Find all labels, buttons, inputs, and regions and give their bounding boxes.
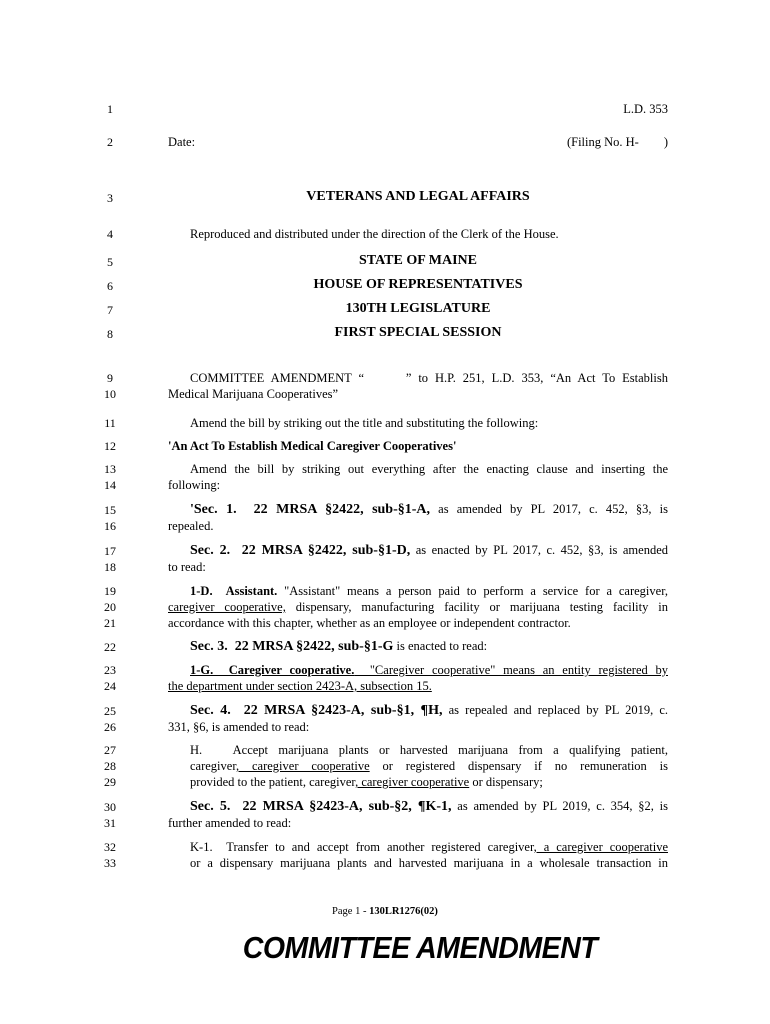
inserted-text: caregiver cooperative, xyxy=(168,600,286,614)
line-number: 4 xyxy=(107,227,113,241)
line-number: 17 xyxy=(104,544,116,558)
line-number: 29 xyxy=(104,775,116,789)
house-heading: HOUSE OF REPRESENTATIVES xyxy=(313,277,523,292)
line-number: 14 xyxy=(104,478,116,492)
line-number: 1 xyxy=(107,102,113,116)
body-text: caregiver xyxy=(190,759,236,773)
section-text: is enacted to read: xyxy=(393,639,488,653)
committee-name: VETERANS AND LEGAL AFFAIRS xyxy=(306,189,530,204)
filing-number: (Filing No. H- ) xyxy=(566,135,668,149)
legislature-heading: 130TH LEGISLATURE xyxy=(345,301,491,316)
line-number: 15 xyxy=(104,503,116,517)
section-line xyxy=(190,501,668,518)
body-text: K-1. Transfer to and accept from another registered caregiver xyxy=(190,840,534,854)
line-number: 28 xyxy=(104,759,116,773)
reproduced-notice: Reproduced and distributed under the direction of the Clerk of the House. xyxy=(190,227,559,241)
line-number: 21 xyxy=(104,616,116,630)
line-number: 24 xyxy=(104,679,116,693)
line-number: 31 xyxy=(104,816,116,830)
line-number: 2 xyxy=(107,135,113,149)
section-line xyxy=(190,542,668,559)
section-text: as enacted by PL 2017, c. 452, §3, is amended xyxy=(410,543,668,557)
line-number: 32 xyxy=(104,840,116,854)
definition-term: 1-G. Caregiver cooperative. xyxy=(190,663,355,677)
body-line: 331, §6, is amended to read: xyxy=(168,720,310,734)
body-line xyxy=(190,758,668,774)
line-number: 16 xyxy=(104,519,116,533)
line-number: 5 xyxy=(107,255,113,269)
new-bill-title: 'An Act To Establish Medical Caregiver Cooperatives' xyxy=(168,439,457,453)
body-line: accordance with this chapter, whether as an employee or independent contractor. xyxy=(168,616,571,630)
definition-term: 1-D. Assistant. xyxy=(190,584,278,598)
line-number: 9 xyxy=(107,371,113,385)
line-number: 13 xyxy=(104,462,116,476)
line-number: 20 xyxy=(104,600,116,614)
section-heading: Sec. 2. 22 MRSA §2422, sub-§1-D, xyxy=(190,543,411,558)
section-text: as amended by PL 2017, c. 452, §3, is xyxy=(430,502,668,516)
line-number: 10 xyxy=(104,387,116,401)
line-number: 27 xyxy=(104,743,116,757)
line-number: 8 xyxy=(107,327,113,341)
body-text: or dispensary; xyxy=(469,775,543,789)
section-heading: Sec. 5. 22 MRSA §2423-A, sub-§2, ¶K-1, xyxy=(190,799,452,814)
page-number: Page 1 - xyxy=(332,906,370,917)
body-line xyxy=(190,774,668,790)
body-text: provided to the patient, caregiver xyxy=(190,775,356,789)
definition-line xyxy=(168,599,668,615)
line-number: 33 xyxy=(104,856,116,870)
inserted-text: , caregiver cooperative xyxy=(236,759,370,773)
body-line: H. Accept marijuana plants or harvested marijuana from a qualifying patient, xyxy=(190,743,668,757)
line-number: 12 xyxy=(104,439,116,453)
section-heading: 'Sec. 1. 22 MRSA §2422, sub-§1-A, xyxy=(190,502,431,517)
body-line: to read: xyxy=(168,560,206,574)
committee-amendment-stamp: COMMITTEE AMENDMENT xyxy=(242,930,598,965)
line-number: 23 xyxy=(104,663,116,677)
section-text: as repealed and replaced by PL 2019, c. xyxy=(442,703,668,717)
inserted-text: , a caregiver cooperative xyxy=(533,840,668,854)
session-heading: FIRST SPECIAL SESSION xyxy=(334,325,502,340)
body-line: further amended to read: xyxy=(168,816,292,830)
line-number: 6 xyxy=(107,279,113,293)
line-number: 22 xyxy=(104,640,116,654)
amendment-title-line: Medical Marijuana Cooperatives” xyxy=(168,387,339,401)
body-line: or a dispensary marijuana plants and harvested marijuana in a wholesale transaction in xyxy=(190,856,668,870)
section-heading: Sec. 4. 22 MRSA §2423-A, sub-§1, ¶H, xyxy=(190,703,443,718)
definition-text: dispensary, manufacturing facility or marijuana testing facility in xyxy=(285,600,668,614)
ld-number: L.D. 353 xyxy=(623,102,668,116)
definition-text: "Assistant" means a person paid to perform a service for a caregiver, xyxy=(277,584,668,598)
date-label: Date: xyxy=(168,135,196,149)
line-number: 7 xyxy=(107,303,113,317)
section-line xyxy=(190,798,668,815)
line-number: 19 xyxy=(104,584,116,598)
line-number: 26 xyxy=(104,720,116,734)
line-number: 25 xyxy=(104,704,116,718)
definition-line xyxy=(190,583,668,599)
body-line: repealed. xyxy=(168,519,214,533)
line-number: 18 xyxy=(104,560,116,574)
line-number: 30 xyxy=(104,800,116,814)
state-heading: STATE OF MAINE xyxy=(359,253,477,268)
inserted-text: , caregiver cooperative xyxy=(355,775,470,789)
body-line xyxy=(190,839,668,855)
page-footer xyxy=(0,906,770,917)
inserted-text: the department under section 2423-A, subsection 15. xyxy=(168,679,432,693)
body-line: Amend the bill by striking out the title and substituting the following: xyxy=(190,416,539,430)
body-text: or registered dispensary if no remuneration is xyxy=(369,759,668,773)
section-heading: Sec. 3. 22 MRSA §2422, sub-§1-G xyxy=(190,639,394,654)
line-number: 11 xyxy=(104,416,116,430)
document-id: 130LR1276(02) xyxy=(369,906,438,917)
section-text: as amended by PL 2019, c. 354, §2, is xyxy=(451,799,668,813)
body-line: following: xyxy=(168,478,221,492)
body-line: Amend the bill by striking out everything after the enacting clause and inserting the xyxy=(190,462,668,476)
section-line xyxy=(190,638,668,655)
section-line xyxy=(190,702,668,719)
definition-text: "Caregiver cooperative" means an entity registered by xyxy=(354,663,668,677)
inserted-definition-line xyxy=(190,662,668,678)
line-number: 3 xyxy=(107,191,113,205)
amendment-title-line: COMMITTEE AMENDMENT “ ” to H.P. 251, L.D. 353, “An Act To Establish xyxy=(190,371,668,385)
